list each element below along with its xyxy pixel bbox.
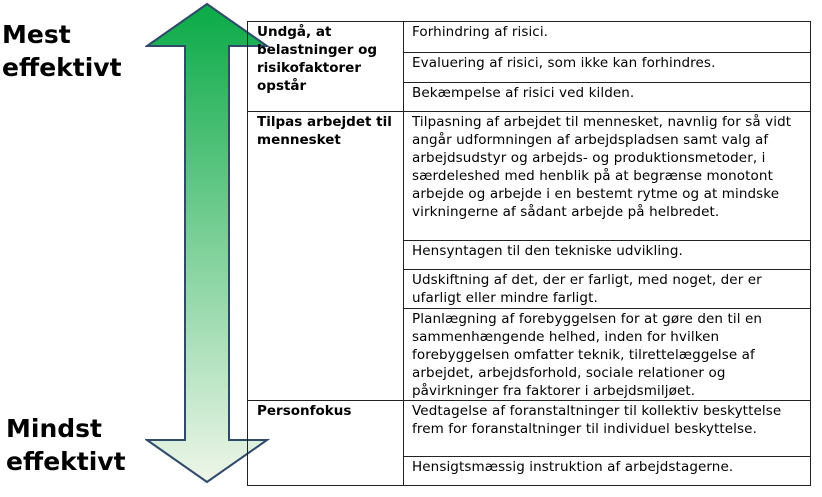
table-row [248, 401, 811, 457]
most-effective-line-1: Mest [2, 20, 71, 49]
measure-cell: Hensyntagen til den tekniske udvikling. [404, 241, 811, 270]
table-row [248, 112, 811, 241]
measure-cell: Forhindring af risici. [404, 22, 811, 53]
measure-cell: Planlægning af forebyggelsen for at gøre den til en sammenhængende helhed, inden for hvilken forebyggelsen omfatter teknik, tilrettelæggelse af arbejdet, arbejdsforhold, sociale relationer og påvirkninger fra faktorer i arbejdsmiljøet. [404, 309, 811, 401]
category-cell: Tilpas arbejdet til mennesket [248, 112, 404, 401]
measure-cell: Evaluering af risici, som ikke kan forhindres. [404, 53, 811, 83]
least-effective-label [6, 412, 126, 478]
measure-cell: Bekæmpelse af risici ved kilden. [404, 83, 811, 112]
most-effective-label [2, 18, 122, 84]
least-effective-line-2: effektivt [6, 447, 126, 476]
most-effective-line-2: effektivt [2, 53, 122, 82]
hierarchy-table [247, 21, 811, 486]
category-cell: Personfokus [248, 401, 404, 486]
measure-cell: Hensigtsmæssig instruktion af arbejdstagerne. [404, 457, 811, 486]
measure-cell: Udskiftning af det, der er farligt, med noget, der er ufarligt eller mindre farligt. [404, 270, 811, 309]
least-effective-line-1: Mindst [6, 414, 102, 443]
category-cell: Undgå, at belastninger og risikofaktorer opstår [248, 22, 404, 112]
measure-cell: Tilpasning af arbejdet til mennesket, navnlig for så vidt angår udformningen af arbejdspladsen samt valg af arbejdsudstyr og arbejds- og produktionsmetoder, i særdeleshed med henblik på at begrænse monotont arbejde og arbejde i en bestemt rytme og at mindske virkningerne af sådant arbejde på helbredet. [404, 112, 811, 241]
table-row [248, 22, 811, 53]
measure-cell: Vedtagelse af foranstaltninger til kollektiv beskyttelse frem for foranstaltninger til individuel beskyttelse. [404, 401, 811, 457]
